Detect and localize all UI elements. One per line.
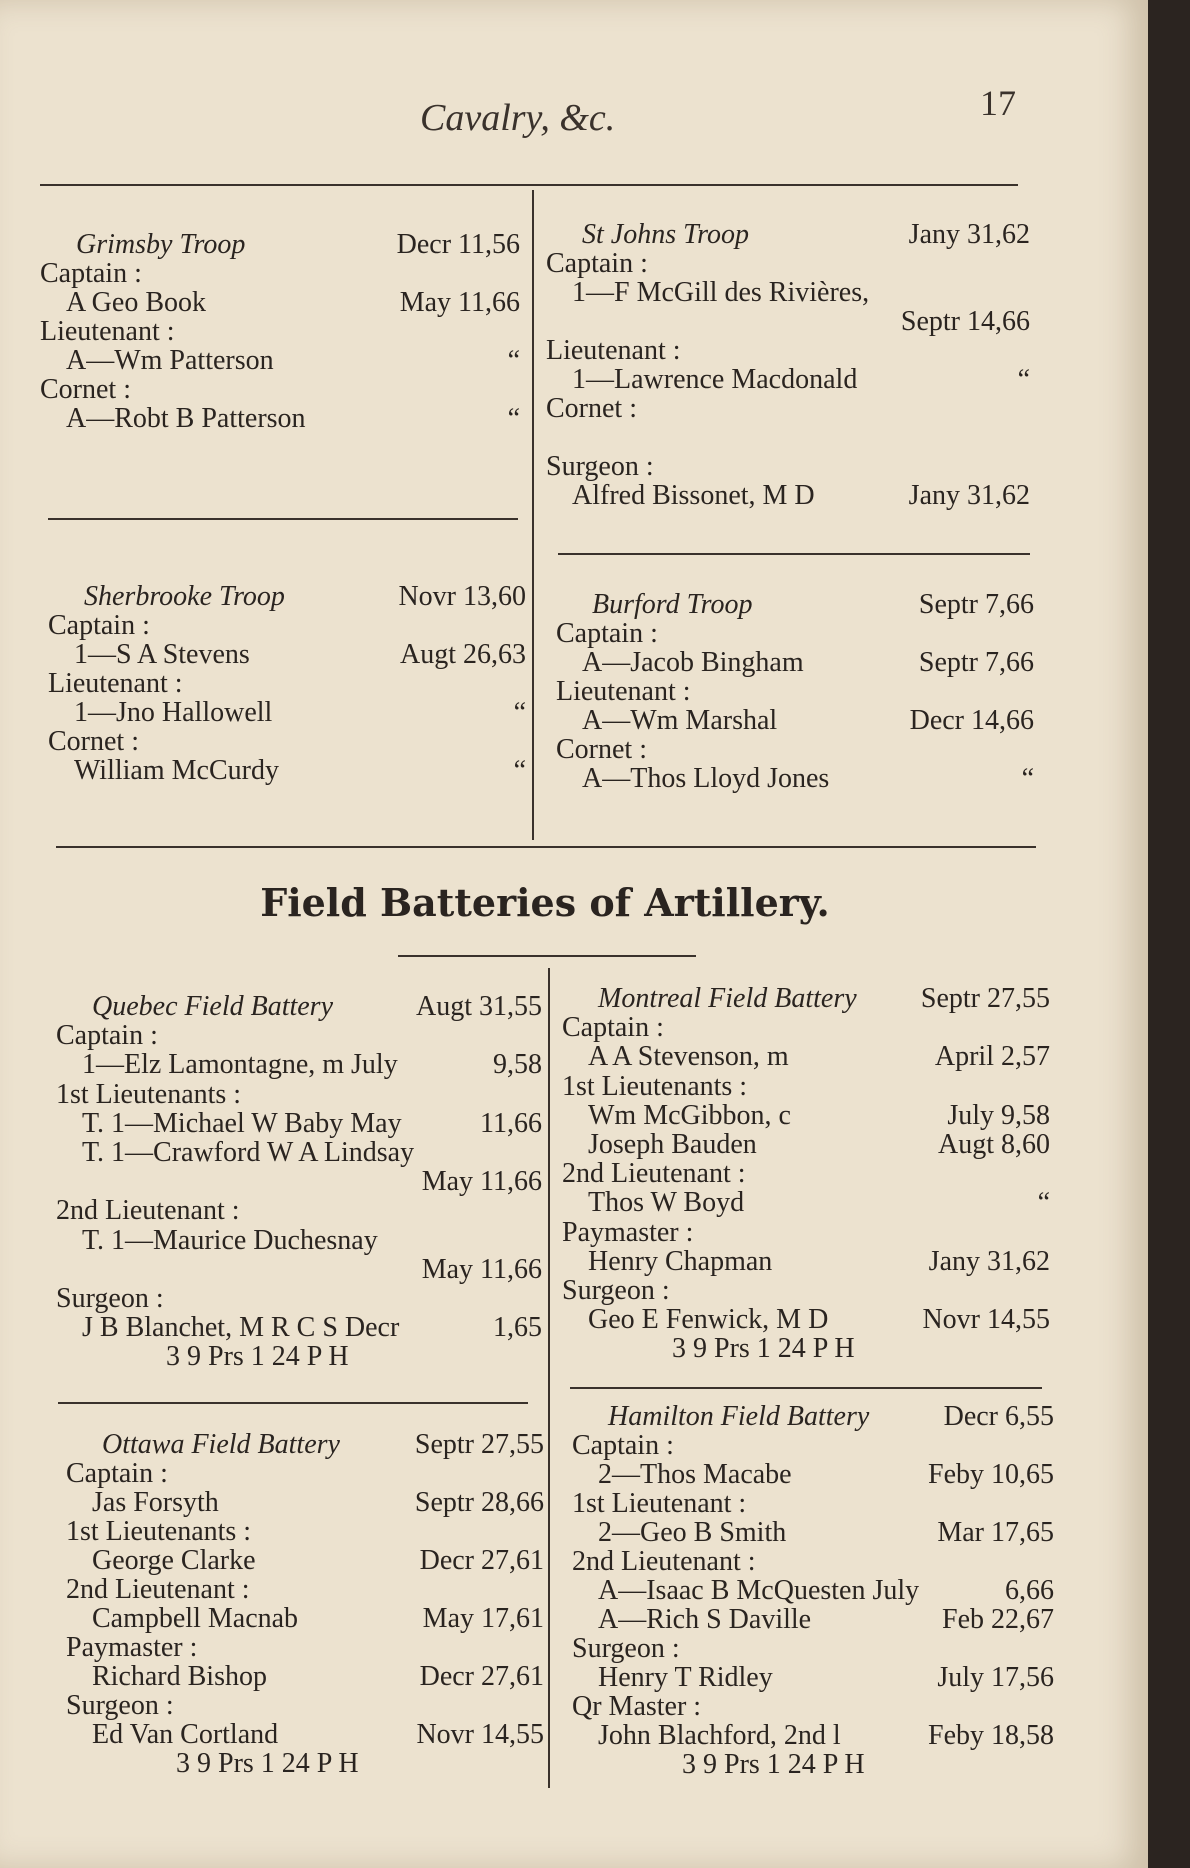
officer-name: T. 1—Maurice Duchesnay (82, 1224, 378, 1256)
battery-note: 3 9 Prs 1 24 P H (166, 1341, 349, 1373)
column-divider-bottom (548, 968, 550, 1788)
commission-date: Septr 7,66 (918, 647, 1034, 678)
battery-note-row (572, 1750, 1054, 1779)
officer-row (556, 706, 1034, 735)
officer-row (562, 1305, 1050, 1334)
commission-date: Jany 31,62 (908, 480, 1030, 511)
commission-date: 1,65 (493, 1312, 542, 1344)
rank-label-row (56, 1284, 542, 1313)
section-title-rule (398, 955, 696, 957)
unit-name: Burford Troop (592, 589, 753, 620)
rank-label-row (546, 336, 1030, 365)
commission-date: “ (1021, 763, 1034, 794)
commission-date: Augt 8,60 (938, 1128, 1050, 1160)
rule-stjohns (558, 553, 1030, 555)
commission-date: Novr 14,55 (922, 1304, 1050, 1336)
officer-row (48, 698, 526, 727)
officer-row (562, 1188, 1050, 1217)
rank-label: Lieutenant : (48, 668, 183, 699)
officer-row (546, 365, 1030, 394)
officer-name: 1—S A Stevens (74, 639, 250, 670)
rank-label-row (562, 1159, 1050, 1188)
entry-block-montreal (562, 984, 1050, 1363)
commission-date: Decr 6,55 (943, 1401, 1054, 1432)
officer-row (66, 1662, 544, 1691)
unit-title-row (546, 220, 1030, 249)
rank-label: Captain : (40, 258, 142, 289)
officer-name: A—Robt B Patterson (66, 403, 306, 434)
officer-name: 2—Thos Macabe (598, 1459, 792, 1490)
officer-row (48, 640, 526, 669)
rank-label-row (56, 1080, 542, 1109)
unit-name: St Johns Troop (582, 219, 749, 250)
rank-label: Paymaster : (66, 1632, 198, 1663)
officer-name: William McCurdy (74, 755, 279, 786)
rule-cavalry-end (56, 846, 1036, 848)
unit-title-row (56, 992, 542, 1021)
rule-quebec (58, 1402, 528, 1404)
officer-name: Henry Chapman (588, 1245, 773, 1277)
commission-date: July 9,58 (947, 1099, 1050, 1131)
rank-label: Cornet : (546, 393, 637, 424)
commission-date: “ (513, 697, 526, 728)
commission-date: “ (1017, 364, 1030, 395)
rank-label: Lieutenant : (546, 335, 681, 366)
officer-row (40, 404, 520, 433)
officer-row (40, 288, 520, 317)
unit-title-row (556, 590, 1034, 619)
unit-name: Quebec Field Battery (92, 991, 334, 1022)
commission-date: Decr 27,61 (419, 1545, 544, 1576)
rank-label-row (546, 394, 1030, 423)
unit-title-row (572, 1402, 1054, 1431)
officer-name: Henry T Ridley (598, 1662, 773, 1693)
officer-row (572, 1605, 1054, 1634)
officer-row (66, 1720, 544, 1749)
officer-name: 1—Jno Hallowell (74, 697, 273, 728)
unit-title-row (562, 984, 1050, 1013)
rank-label-row (572, 1489, 1054, 1518)
rank-label: 2nd Lieutenant : (66, 1574, 250, 1605)
officer-name: A A Stevenson, m (588, 1041, 789, 1073)
commission-date: May 11,66 (399, 287, 520, 318)
unit-title-row (66, 1430, 544, 1459)
commission-date: “ (1037, 1187, 1050, 1219)
entry-block-sherbrooke (48, 582, 526, 785)
rule-grimsby (48, 518, 518, 520)
battery-note: 3 9 Prs 1 24 P H (682, 1749, 865, 1780)
rank-label: Lieutenant : (556, 676, 691, 707)
officer-name: 1—Elz Lamontagne, m July (82, 1049, 398, 1081)
commission-date: Septr 27,55 (414, 1429, 544, 1460)
battery-note: 3 9 Prs 1 24 P H (176, 1748, 359, 1779)
commission-date: Jany 31,62 (928, 1245, 1050, 1277)
battery-note-row (66, 1749, 544, 1778)
rank-label-row (572, 1634, 1054, 1663)
officer-row (562, 1101, 1050, 1130)
rank-label-row (56, 1021, 542, 1050)
rank-label: Captain : (546, 248, 648, 279)
officer-name: T. 1—Michael W Baby May (82, 1107, 402, 1139)
unit-name: Montreal Field Battery (598, 983, 857, 1014)
officer-name: Campbell Macnab (92, 1603, 299, 1634)
rank-label-row (562, 1218, 1050, 1247)
officer-row (56, 1109, 542, 1138)
entry-block-quebec (56, 992, 542, 1371)
rank-label-row (546, 249, 1030, 278)
rank-label-row (48, 669, 526, 698)
officer-name: A—Isaac B McQuesten July (598, 1575, 920, 1606)
officer-name: Ed Van Cortland (92, 1719, 279, 1750)
rank-label-row (572, 1547, 1054, 1576)
rank-label-row (66, 1459, 544, 1488)
officer-row (56, 1255, 542, 1284)
officer-row (572, 1663, 1054, 1692)
commission-date: 9,58 (493, 1049, 542, 1081)
officer-name: 1—F McGill des Rivières, (572, 277, 870, 308)
rank-label-row (56, 1196, 542, 1225)
officer-name: T. 1—Crawford W A Lindsay (82, 1136, 415, 1168)
rank-label-row (556, 619, 1034, 648)
commission-date: “ (513, 755, 526, 786)
rank-label: 2nd Lieutenant : (562, 1158, 746, 1190)
commission-date: Mar 17,65 (937, 1517, 1054, 1548)
officer-row (572, 1576, 1054, 1605)
commission-date: April 2,57 (934, 1041, 1050, 1073)
rank-label: 2nd Lieutenant : (56, 1195, 240, 1227)
page-header-title: Cavalry, &c. (420, 97, 616, 139)
officer-row (546, 307, 1030, 336)
commission-date: May 17,61 (422, 1603, 544, 1634)
commission-date: Septr 14,66 (900, 306, 1030, 337)
officer-row (48, 756, 526, 785)
rank-label: Surgeon : (572, 1633, 680, 1664)
rank-label: Lieutenant : (40, 316, 175, 347)
commission-date: May 11,66 (421, 1253, 542, 1285)
rank-label-row (572, 1692, 1054, 1721)
commission-date: Augt 31,55 (416, 991, 542, 1022)
officer-row (40, 346, 520, 375)
commission-date: Jany 31,62 (908, 219, 1030, 250)
entry-block-hamilton (572, 1402, 1054, 1779)
officer-row (562, 1130, 1050, 1159)
officer-name: J B Blanchet, M R C S Decr (82, 1312, 400, 1344)
commission-date: Novr 14,55 (416, 1719, 544, 1750)
commission-date: “ (507, 345, 520, 376)
commission-date: July 17,56 (937, 1662, 1054, 1693)
rank-label: Captain : (572, 1430, 674, 1461)
officer-row (66, 1488, 544, 1517)
rank-label-row (40, 375, 520, 404)
officer-name: A—Jacob Bingham (582, 647, 804, 678)
officer-row (572, 1460, 1054, 1489)
officer-row (66, 1604, 544, 1633)
commission-date: Decr 11,56 (396, 229, 520, 260)
rank-label: Surgeon : (66, 1690, 174, 1721)
officer-row (66, 1546, 544, 1575)
commission-date: “ (507, 403, 520, 434)
officer-row (562, 1247, 1050, 1276)
officer-row (572, 1721, 1054, 1750)
rank-label: 1st Lieutenant : (572, 1488, 747, 1519)
officer-row (546, 278, 1030, 307)
commission-date: Feby 10,65 (928, 1459, 1054, 1490)
officer-name: Geo E Fenwick, M D (588, 1304, 829, 1336)
rank-label: Captain : (66, 1458, 168, 1489)
rank-label: Surgeon : (562, 1274, 670, 1306)
officer-row (556, 764, 1034, 793)
commission-date: Septr 7,66 (918, 589, 1034, 620)
rank-label: Qr Master : (572, 1691, 702, 1722)
officer-name: Alfred Bissonet, M D (572, 480, 815, 511)
unit-name: Hamilton Field Battery (608, 1401, 870, 1432)
rank-label-row (546, 423, 1030, 452)
rank-label-row (66, 1691, 544, 1720)
rank-label-row (562, 1013, 1050, 1042)
officer-name: Jas Forsyth (92, 1487, 219, 1518)
rank-label: Captain : (48, 610, 150, 641)
header-rule (40, 184, 1018, 186)
battery-note-row (56, 1342, 542, 1371)
officer-row (56, 1226, 542, 1255)
commission-date: Augt 26,63 (400, 639, 526, 670)
rank-label: Paymaster : (562, 1216, 694, 1248)
rank-label-row (66, 1633, 544, 1662)
commission-date: May 11,66 (421, 1166, 542, 1198)
unit-title-row (48, 582, 526, 611)
rule-montreal (570, 1387, 1042, 1389)
officer-name: A—Wm Patterson (66, 345, 274, 376)
rank-label-row (66, 1517, 544, 1546)
officer-row (56, 1313, 542, 1342)
officer-name: A—Rich S Daville (598, 1604, 812, 1635)
rank-label: Captain : (556, 618, 658, 649)
commission-date: Decr 14,66 (909, 705, 1034, 736)
rank-label-row (546, 452, 1030, 481)
commission-date: Feby 18,58 (928, 1720, 1054, 1751)
officer-name: Joseph Bauden (588, 1128, 757, 1160)
rank-label: Surgeon : (546, 451, 654, 482)
officer-row (562, 1042, 1050, 1071)
section-title: Field Batteries of Artillery. (260, 880, 830, 925)
officer-name: George Clarke (92, 1545, 256, 1576)
officer-name: A—Thos Lloyd Jones (582, 763, 830, 794)
rank-label: Cornet : (40, 374, 131, 405)
unit-name: Grimsby Troop (76, 229, 246, 260)
rank-label-row (572, 1431, 1054, 1460)
commission-date: Feb 22,67 (942, 1604, 1054, 1635)
officer-name: John Blachford, 2nd l (598, 1720, 841, 1751)
officer-row (56, 1050, 542, 1079)
rank-label: Captain : (56, 1020, 158, 1052)
officer-row (572, 1518, 1054, 1547)
page-number: 17 (980, 83, 1016, 123)
rank-label: Captain : (562, 1012, 664, 1044)
rank-label: 1st Lieutenants : (66, 1516, 252, 1547)
entry-block-burford (556, 590, 1034, 793)
officer-name: 2—Geo B Smith (598, 1517, 787, 1548)
unit-name: Sherbrooke Troop (84, 581, 285, 612)
rank-label: 2nd Lieutenant : (572, 1546, 756, 1577)
rank-label-row (66, 1575, 544, 1604)
unit-title-row (40, 230, 520, 259)
rank-label: 1st Lieutenants : (562, 1070, 748, 1102)
rank-label: Cornet : (556, 734, 647, 765)
commission-date: Septr 28,66 (414, 1487, 544, 1518)
column-divider-top (532, 190, 534, 840)
rank-label-row (48, 611, 526, 640)
entry-block-stjohns (546, 220, 1030, 510)
rank-label-row (562, 1276, 1050, 1305)
battery-note-row (562, 1334, 1050, 1363)
officer-name: A Geo Book (66, 287, 206, 318)
entry-block-ottawa (66, 1430, 544, 1778)
officer-row (556, 648, 1034, 677)
officer-name: 1—Lawrence Macdonald (572, 364, 858, 395)
rank-label-row (562, 1072, 1050, 1101)
rank-label-row (40, 317, 520, 346)
rank-label-row (40, 259, 520, 288)
commission-date: Decr 27,61 (419, 1661, 544, 1692)
commission-date: Septr 27,55 (920, 983, 1050, 1014)
commission-date: Novr 13,60 (398, 581, 526, 612)
officer-name: Thos W Boyd (588, 1187, 745, 1219)
officer-name: Richard Bishop (92, 1661, 267, 1692)
commission-date: 11,66 (480, 1107, 542, 1139)
rank-label: Surgeon : (56, 1282, 164, 1314)
unit-name: Ottawa Field Battery (102, 1429, 340, 1460)
officer-name: A—Wm Marshal (582, 705, 778, 736)
officer-row (56, 1138, 542, 1167)
battery-note: 3 9 Prs 1 24 P H (672, 1333, 855, 1365)
entry-block-grimsby (40, 230, 520, 433)
rank-label-row (556, 735, 1034, 764)
commission-date: 6,66 (1005, 1575, 1054, 1606)
officer-name: Wm McGibbon, c (588, 1099, 791, 1131)
rank-label-row (556, 677, 1034, 706)
rank-label: Cornet : (48, 726, 139, 757)
rank-label-row (48, 727, 526, 756)
rank-label: 1st Lieutenants : (56, 1078, 242, 1110)
officer-row (56, 1167, 542, 1196)
officer-row (546, 481, 1030, 510)
